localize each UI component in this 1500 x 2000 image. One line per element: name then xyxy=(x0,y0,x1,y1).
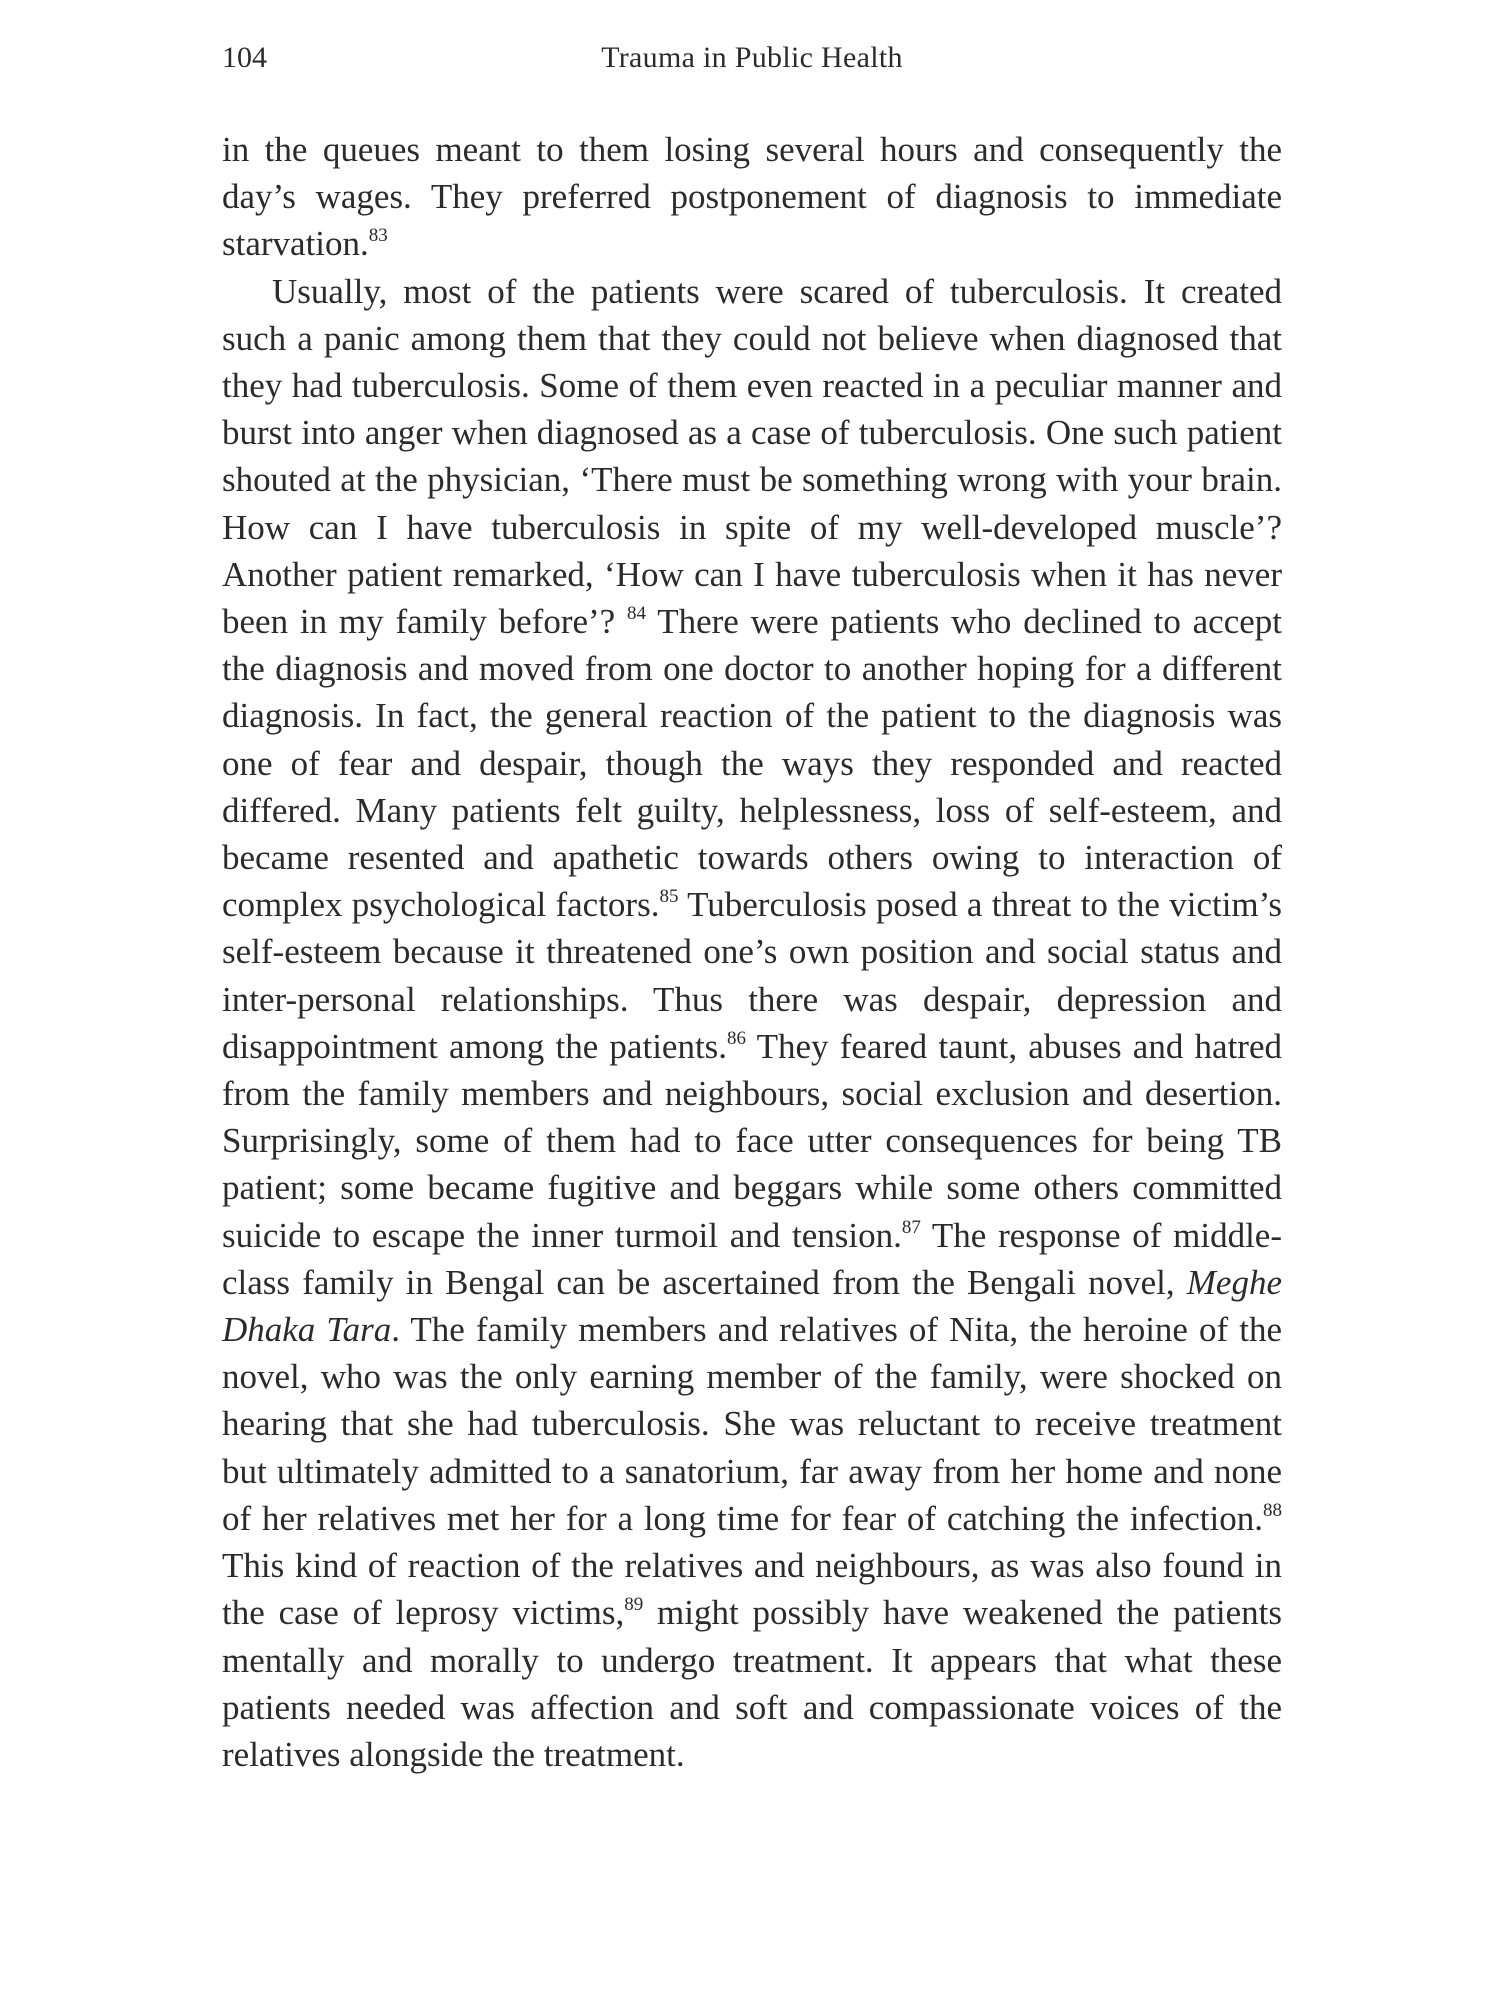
paragraph-text: in the queues meant to them losing several hours and consequently the day’s wages. They preferred postponement of diagnosis to immediate starvation. xyxy=(222,130,1282,264)
footnote-ref-87[interactable]: 87 xyxy=(901,1216,921,1238)
footnote-ref-86[interactable]: 86 xyxy=(727,1027,747,1049)
paragraph-text: Usually, most of the patients were scared of tuberculosis. It created such a panic among them that they could not believe when diagnosed that they had tuberculosis. Some of them even reacted in a peculiar manner and burst into anger when diagnosed as a case of tuberculosis. One such patient shouted at the physician, ‘There must be something wrong with your brain. How can I have tuberculosis in spite of my well-developed muscle’? Another patient remarked, ‘How can I have tuberculosis when it has never been in my family before’? xyxy=(222,271,1282,642)
paragraph-text: The response of middle-class family in Bengal can be ascertained from the Bengali novel, xyxy=(222,1215,1283,1302)
paragraph-text: might possibly have weakened the patients mentally and morally to undergo treatment. It appears that what these patients needed was affection and soft and compassionate voices of the relatives alongside the treatment. xyxy=(222,1593,1282,1774)
paragraph-text: . The family members and relatives of Nita, the heroine of the novel, who was the only earning member of the family, were shocked on hearing that she had tuberculosis. She was reluctant to receive treatment but ultimately admitted to a sanatorium, far away from her home and none of her relatives met her for a long time for fear of catching the infection. xyxy=(222,1310,1282,1538)
paragraph-tuberculosis-reaction xyxy=(222,268,1282,1779)
footnote-ref-88[interactable]: 88 xyxy=(1263,1499,1282,1521)
paragraph-text: Tuberculosis posed a threat to the victim’s self-esteem because it threatened one’s own position and social status and inter-personal relationships. Thus there was despair, depression and disappointment among the patients. xyxy=(222,885,1283,1066)
paragraph-text: They feared taunt, abuses and hatred from the family members and neighbours, social exclusion and desertion. Surprisingly, some of them had to face utter consequences for being TB patient; some became fugitive and beggars while some others committed suicide to escape the inner turmoil and tension. xyxy=(222,1026,1282,1255)
running-title: Trauma in Public Health xyxy=(601,41,903,74)
novel-title: Meghe Dhaka Tara xyxy=(222,1262,1282,1350)
paragraph-text: This kind of reaction of the relatives and neighbours, as was also found in the case of leprosy victims, xyxy=(222,1546,1282,1633)
paragraph-text: There were patients who declined to accept the diagnosis and moved from one doctor to another hoping for a different diagnosis. In fact, the general reaction of the patient to the diagnosis was one of fear and despair, though the ways they responded and reacted differed. Many patients felt guilty, helplessness, loss of self-esteem, and became resented and apathetic towards others owing to interaction of complex psychological factors. xyxy=(222,602,1283,925)
footnote-ref-85[interactable]: 85 xyxy=(659,886,679,908)
page-number: 104 xyxy=(222,41,267,74)
footnote-ref-83[interactable]: 83 xyxy=(368,225,388,247)
body-text xyxy=(222,126,1282,1778)
paragraph-continued xyxy=(222,126,1282,268)
footnote-ref-84[interactable]: 84 xyxy=(627,603,647,625)
running-head xyxy=(222,36,1282,80)
footnote-ref-89[interactable]: 89 xyxy=(624,1594,644,1616)
